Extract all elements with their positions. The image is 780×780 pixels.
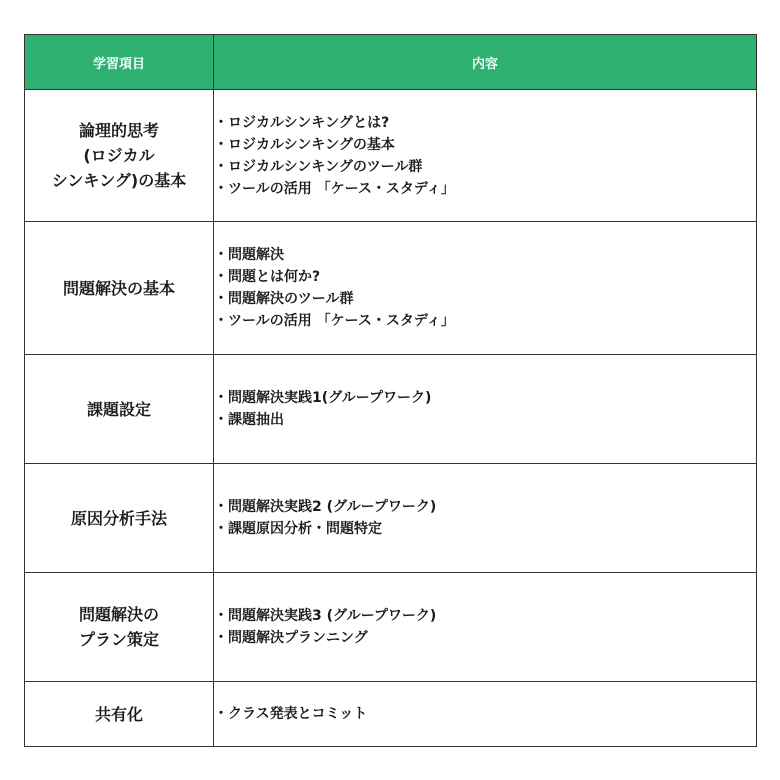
bullet: ・	[214, 521, 228, 537]
list-item-text: 問題解決プランニング	[228, 630, 368, 646]
bullet: ・	[214, 412, 228, 428]
list-item	[214, 266, 756, 288]
bullet: ・	[214, 608, 228, 624]
list-item	[214, 496, 756, 518]
content-cell	[214, 464, 757, 573]
topic-cell	[25, 355, 214, 464]
list-item-text: ロジカルシンキングのツール群	[228, 158, 423, 175]
bullet: ・	[214, 499, 228, 515]
list-item	[214, 387, 756, 409]
list-item-text: 問題解決のツール群	[228, 291, 354, 307]
list-item	[214, 134, 756, 156]
content-list	[214, 387, 756, 431]
list-item-text: 問題解決実践2 (グループワーク)	[228, 499, 437, 515]
header-content: 内容	[214, 35, 757, 90]
topic-line: 共有化	[94, 704, 143, 724]
topic-line: 論理的思考	[78, 121, 159, 140]
bullet: ・	[214, 158, 228, 175]
table-row	[25, 682, 757, 747]
table-row	[25, 90, 757, 222]
content-list	[214, 605, 756, 649]
topic-cell	[25, 573, 214, 682]
bullet: ・	[214, 180, 228, 197]
list-item-text: クラス発表とコミット	[228, 706, 368, 722]
list-item	[214, 605, 756, 627]
table-header-row	[25, 35, 757, 90]
topic-line: (ロジカル	[83, 146, 155, 165]
bullet: ・	[214, 390, 228, 406]
content-list	[214, 244, 756, 332]
list-item	[214, 310, 756, 332]
list-item	[214, 288, 756, 310]
bullet: ・	[214, 269, 228, 285]
content-cell	[214, 573, 757, 682]
table-row	[25, 464, 757, 573]
topic-line: プラン策定	[78, 630, 159, 649]
list-item-text: 問題解決実践3 (グループワーク)	[228, 608, 437, 624]
topic-cell	[25, 682, 214, 747]
topic-cell	[25, 222, 214, 355]
content-cell	[214, 682, 757, 747]
list-item	[214, 518, 756, 540]
bullet: ・	[214, 136, 228, 153]
topic-line: 問題解決の	[78, 605, 159, 624]
bullet: ・	[214, 313, 228, 329]
header-topic: 学習項目	[25, 35, 214, 90]
content-list	[214, 496, 756, 540]
topic-line: 問題解決の基本	[62, 278, 175, 298]
topic-line: 課題設定	[86, 399, 151, 419]
table-row	[25, 222, 757, 355]
list-item-text: 課題原因分析・問題特定	[228, 521, 382, 537]
content-list	[214, 703, 756, 725]
list-item-text: ツールの活用 「ケース・スタディ」	[228, 180, 455, 197]
list-item	[214, 409, 756, 431]
bullet: ・	[214, 706, 228, 722]
list-item-text: 課題抽出	[228, 412, 284, 428]
list-item	[214, 156, 756, 178]
list-item	[214, 178, 756, 200]
content-cell	[214, 355, 757, 464]
topic-cell	[25, 90, 214, 222]
list-item	[214, 703, 756, 725]
bullet: ・	[214, 114, 228, 131]
list-item-text: 問題解決実践1(グループワーク)	[228, 390, 432, 406]
table-row	[25, 573, 757, 682]
list-item	[214, 244, 756, 266]
list-item-text: 問題とは何か?	[228, 269, 321, 285]
content-cell	[214, 90, 757, 222]
bullet: ・	[214, 291, 228, 307]
curriculum-table	[24, 34, 757, 747]
list-item	[214, 627, 756, 649]
topic-line: シンキング)の基本	[51, 171, 187, 190]
content-list	[214, 112, 756, 200]
list-item-text: ロジカルシンキングの基本	[228, 136, 395, 153]
list-item-text: ロジカルシンキングとは?	[228, 114, 390, 131]
content-cell	[214, 222, 757, 355]
topic-line: 原因分析手法	[70, 508, 167, 528]
bullet: ・	[214, 630, 228, 646]
bullet: ・	[214, 247, 228, 263]
list-item	[214, 112, 756, 134]
list-item-text: 問題解決	[228, 247, 284, 263]
list-item-text: ツールの活用 「ケース・スタディ」	[228, 313, 455, 329]
table-row	[25, 355, 757, 464]
topic-cell	[25, 464, 214, 573]
